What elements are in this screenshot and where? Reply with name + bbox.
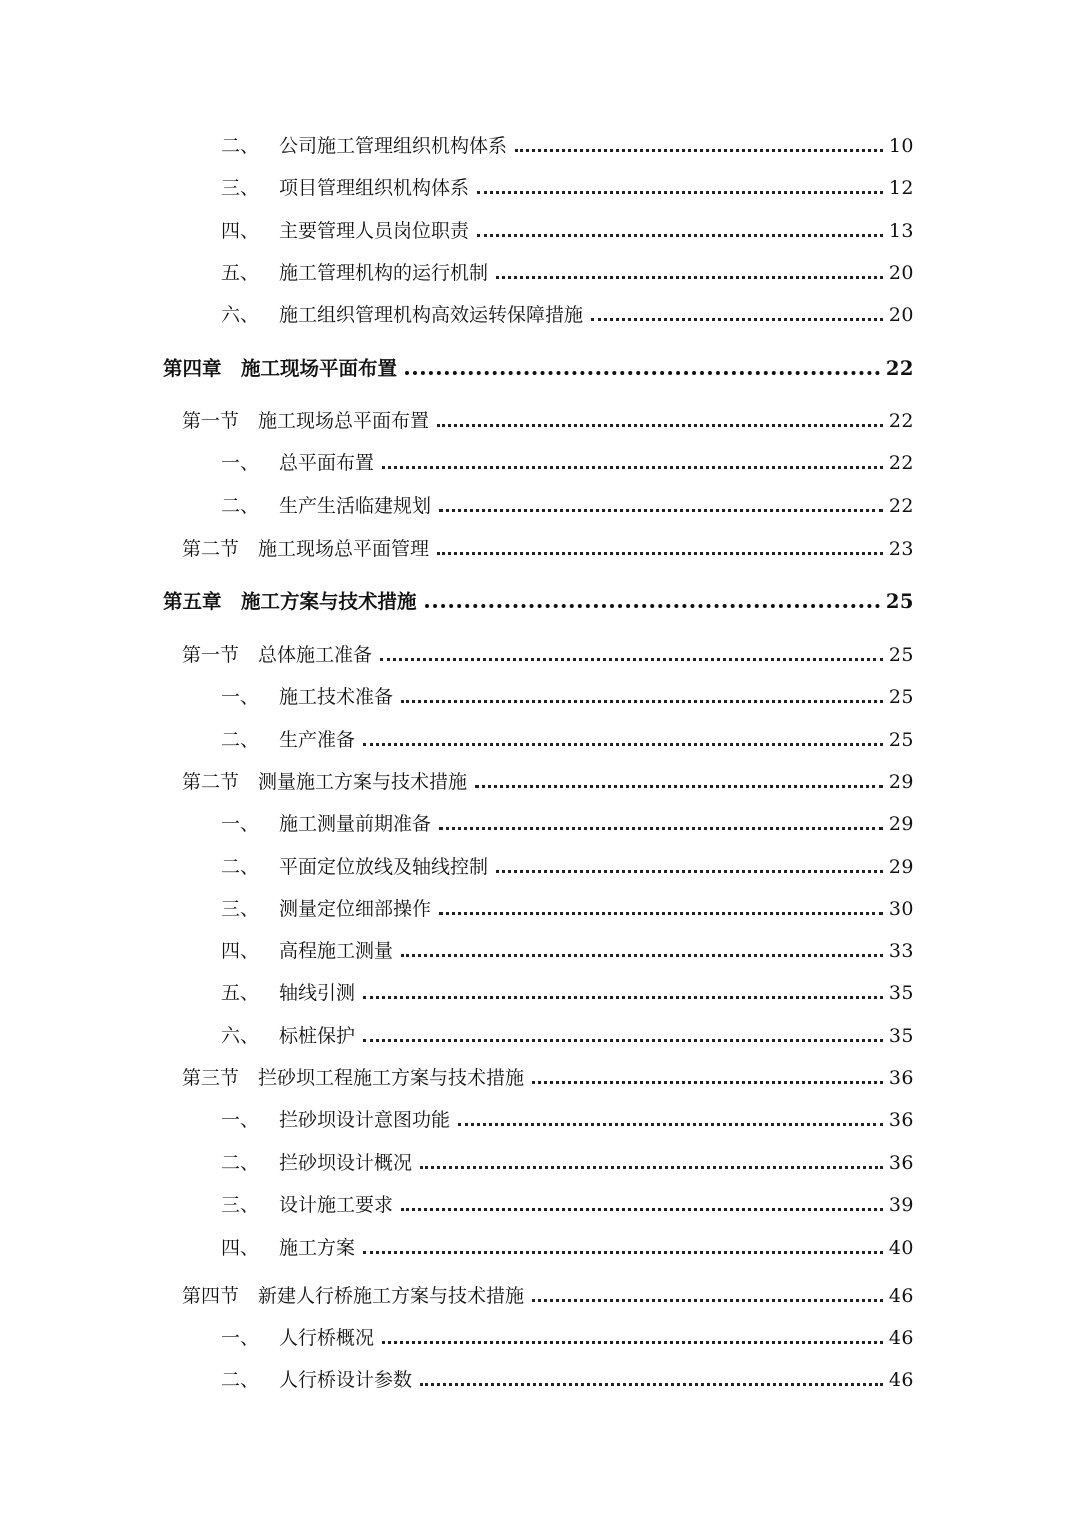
toc-entry-title: 测量定位细部操作 — [279, 898, 432, 920]
toc-entry-item — [0, 675, 1080, 709]
toc-entry-page-number: 22 — [888, 495, 914, 517]
dot-leader — [380, 658, 883, 661]
toc-entry-title: 平面定位放线及轴线控制 — [279, 856, 489, 878]
toc-entry-item — [0, 124, 1080, 158]
toc-entry-section — [0, 633, 1080, 667]
dot-leader — [477, 191, 883, 194]
toc-entry-item — [0, 1226, 1080, 1260]
toc-entry-title: 测量施工方案与技术措施 — [258, 771, 468, 793]
toc-entry-title: 施工管理机构的运行机制 — [279, 262, 489, 284]
toc-entry-page-number: 30 — [888, 898, 914, 920]
dot-leader — [363, 996, 883, 999]
toc-entry-number: 二、 — [221, 495, 260, 517]
dot-leader — [458, 1123, 883, 1126]
toc-entry-page-number: 22 — [888, 410, 914, 432]
dot-leader — [437, 424, 883, 427]
toc-entry-number: 五、 — [221, 982, 260, 1004]
toc-entry-page-number: 36 — [888, 1152, 914, 1174]
toc-entry-page-number: 29 — [888, 771, 914, 793]
toc-entry-title: 生产准备 — [279, 729, 356, 751]
dot-leader — [363, 1251, 883, 1254]
toc-entry-page-number: 46 — [888, 1369, 914, 1391]
toc-entry-number: 一、 — [221, 1327, 260, 1349]
toc-entry-title: 施工现场总平面布置 — [258, 410, 430, 432]
toc-entry-title: 新建人行桥施工方案与技术措施 — [258, 1285, 525, 1307]
toc-entry-item — [0, 1141, 1080, 1175]
toc-entry-item — [0, 293, 1080, 327]
toc-entry-number: 四、 — [221, 1237, 260, 1259]
toc-entry-item — [0, 484, 1080, 518]
toc-entry-page-number: 40 — [888, 1237, 914, 1259]
dot-leader — [401, 700, 883, 703]
toc-entry-chapter — [0, 580, 1080, 614]
dot-leader — [437, 552, 883, 555]
toc-entry-number: 第五章 — [163, 590, 222, 613]
toc-entry-item — [0, 1183, 1080, 1217]
toc-entry-item — [0, 251, 1080, 285]
toc-entry-number: 六、 — [221, 304, 260, 326]
toc-entry-title: 施工现场平面布置 — [241, 357, 398, 380]
toc-entry-page-number: 36 — [888, 1067, 914, 1089]
toc-entry-chapter — [0, 347, 1080, 381]
dot-leader — [363, 743, 883, 746]
toc-entry-page-number: 10 — [888, 135, 914, 157]
toc-entry-item — [0, 441, 1080, 475]
dot-leader — [591, 318, 883, 321]
toc-entry-page-number: 29 — [888, 856, 914, 878]
toc-entry-title: 拦砂坝工程施工方案与技术措施 — [258, 1067, 525, 1089]
toc-entry-title: 施工方案 — [279, 1237, 356, 1259]
toc-entry-section — [0, 399, 1080, 433]
toc-entry-number: 第一节 — [182, 410, 240, 432]
toc-entry-page-number: 12 — [888, 177, 914, 199]
toc-entry-page-number: 22 — [888, 452, 914, 474]
toc-entry-page-number: 46 — [888, 1327, 914, 1349]
toc-entry-page-number: 20 — [888, 304, 914, 326]
toc-entry-number: 三、 — [221, 898, 260, 920]
toc-entry-item — [0, 1316, 1080, 1350]
toc-entry-page-number: 46 — [888, 1285, 914, 1307]
toc-entry-item — [0, 209, 1080, 243]
dot-leader — [401, 954, 883, 957]
dot-leader — [405, 371, 880, 375]
toc-entry-page-number: 22 — [885, 357, 914, 380]
toc-entry-title: 人行桥设计参数 — [279, 1369, 413, 1391]
toc-entry-item — [0, 1098, 1080, 1132]
toc-entry-title: 设计施工要求 — [279, 1194, 394, 1216]
toc-entry-item — [0, 802, 1080, 836]
toc-entry-number: 第二节 — [182, 538, 240, 560]
toc-entry-title: 拦砂坝设计概况 — [279, 1152, 413, 1174]
toc-entry-title: 施工现场总平面管理 — [258, 538, 430, 560]
toc-entry-page-number: 33 — [888, 940, 914, 962]
toc-entry-number: 二、 — [221, 1152, 260, 1174]
toc-entry-item — [0, 1014, 1080, 1048]
toc-entry-item — [0, 845, 1080, 879]
dot-leader — [532, 1081, 883, 1084]
toc-entry-item — [0, 929, 1080, 963]
toc-entry-page-number: 20 — [888, 262, 914, 284]
toc-entry-title: 施工方案与技术措施 — [241, 590, 417, 613]
toc-entry-page-number: 39 — [888, 1194, 914, 1216]
dot-leader — [477, 234, 883, 237]
toc-entry-page-number: 13 — [888, 220, 914, 242]
toc-entry-page-number: 35 — [888, 982, 914, 1004]
dot-leader — [439, 827, 883, 830]
toc-entry-item — [0, 166, 1080, 200]
toc-entry-page-number: 35 — [888, 1025, 914, 1047]
dot-leader — [420, 1383, 883, 1386]
toc-entry-number: 三、 — [221, 177, 260, 199]
toc-entry-section — [0, 1056, 1080, 1090]
toc-entry-title: 人行桥概况 — [279, 1327, 375, 1349]
toc-entry-page-number: 36 — [888, 1109, 914, 1131]
toc-entry-title: 总体施工准备 — [258, 644, 373, 666]
toc-entry-number: 六、 — [221, 1025, 260, 1047]
toc-entry-page-number: 25 — [888, 686, 914, 708]
toc-entry-section — [0, 527, 1080, 561]
toc-entry-number: 第四节 — [182, 1285, 240, 1307]
toc-entry-page-number: 25 — [885, 590, 914, 613]
toc-entry-number: 二、 — [221, 856, 260, 878]
toc-entry-section — [0, 760, 1080, 794]
dot-leader — [496, 276, 883, 279]
dot-leader — [439, 509, 883, 512]
dot-leader — [401, 1208, 883, 1211]
toc-entry-number: 一、 — [221, 686, 260, 708]
toc-entry-number: 五、 — [221, 262, 260, 284]
toc-entry-title: 施工技术准备 — [279, 686, 394, 708]
toc-entry-title: 施工组织管理机构高效运转保障措施 — [279, 304, 584, 326]
toc-entry-number: 四、 — [221, 220, 260, 242]
toc-entry-title: 生产生活临建规划 — [279, 495, 432, 517]
toc-entry-number: 二、 — [221, 135, 260, 157]
toc-entry-item — [0, 887, 1080, 921]
toc-entry-item — [0, 718, 1080, 752]
toc-entry-number: 二、 — [221, 1369, 260, 1391]
toc-entry-number: 第二节 — [182, 771, 240, 793]
toc-entry-title: 拦砂坝设计意图功能 — [279, 1109, 451, 1131]
toc-entry-number: 三、 — [221, 1194, 260, 1216]
toc-entry-item — [0, 1358, 1080, 1392]
dot-leader — [363, 1039, 883, 1042]
toc-entry-number: 一、 — [221, 452, 260, 474]
toc-entry-number: 一、 — [221, 813, 260, 835]
dot-leader — [475, 785, 883, 788]
toc-entry-number: 四、 — [221, 940, 260, 962]
toc-entry-title: 标桩保护 — [279, 1025, 356, 1047]
toc-entry-page-number: 29 — [888, 813, 914, 835]
toc-entry-item — [0, 971, 1080, 1005]
toc-entry-title: 轴线引测 — [279, 982, 356, 1004]
dot-leader — [382, 1341, 883, 1344]
toc-entry-number: 二、 — [221, 729, 260, 751]
dot-leader — [425, 604, 880, 608]
toc-entry-title: 公司施工管理组织机构体系 — [279, 135, 508, 157]
toc-entry-title: 主要管理人员岗位职责 — [279, 220, 470, 242]
toc-entry-number: 第四章 — [163, 357, 222, 380]
toc-entry-title: 施工测量前期准备 — [279, 813, 432, 835]
dot-leader — [420, 1166, 883, 1169]
toc-entry-section — [0, 1274, 1080, 1308]
toc-entry-page-number: 25 — [888, 729, 914, 751]
dot-leader — [382, 466, 883, 469]
dot-leader — [496, 870, 883, 873]
dot-leader — [439, 912, 883, 915]
toc-entry-page-number: 25 — [888, 644, 914, 666]
toc-entry-title: 项目管理组织机构体系 — [279, 177, 470, 199]
toc-entry-number: 第三节 — [182, 1067, 240, 1089]
toc-entry-title: 高程施工测量 — [279, 940, 394, 962]
toc-entry-page-number: 23 — [888, 538, 914, 560]
toc-entry-number: 一、 — [221, 1109, 260, 1131]
toc-entry-number: 第一节 — [182, 644, 240, 666]
dot-leader — [515, 149, 883, 152]
dot-leader — [532, 1299, 883, 1302]
toc-entry-title: 总平面布置 — [279, 452, 375, 474]
